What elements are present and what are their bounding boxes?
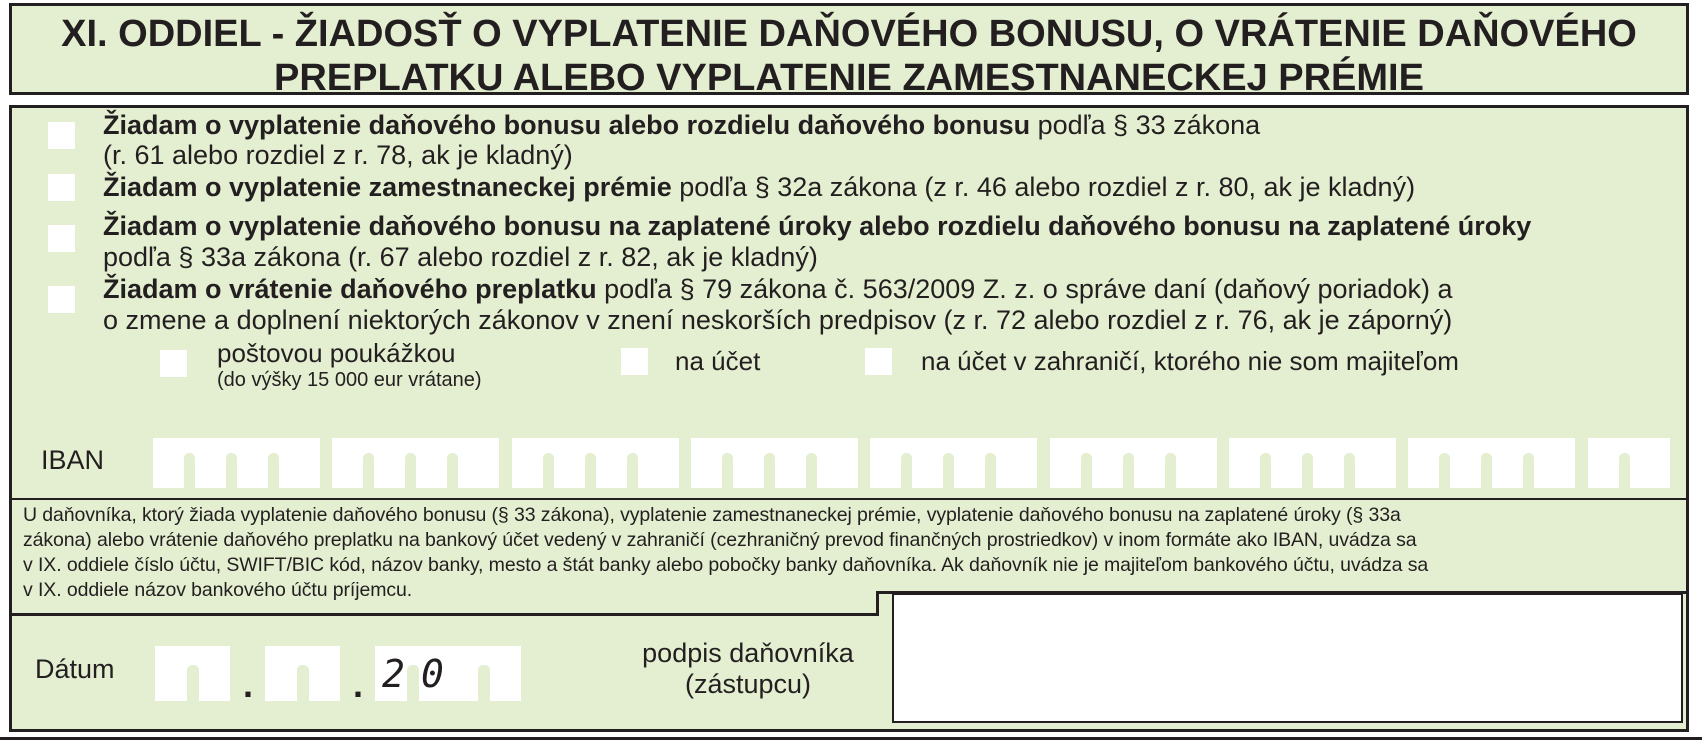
iban-separator (268, 453, 279, 488)
option-overpayment-line2: o zmene a doplnení niektorých zákonov v znení neskorších predpisov (z r. 72 alebo rozdiel z r. 76, ak je záporný) (103, 305, 1453, 335)
iban-separator (1619, 453, 1630, 488)
iban-separator (1481, 453, 1492, 488)
iban-field-group-2[interactable] (332, 438, 499, 488)
date-separator-tick (187, 665, 199, 701)
iban-separator (1165, 453, 1176, 488)
note-line-3: v IX. oddiele číslo účtu, SWIFT/BIC kód, názov banky, mesto a štát banky alebo pobočky banky daňovníka. Ak daňovník nie je majiteľom bankového účtu, uvádza sa (23, 554, 1429, 576)
date-label: Dátum (35, 654, 115, 684)
option-overpayment-text (103, 273, 1453, 305)
date-day-field[interactable] (155, 646, 230, 701)
postal-order-label: poštovou poukážkou (217, 338, 456, 368)
account-checkbox[interactable] (621, 348, 648, 375)
iban-separator (363, 453, 374, 488)
iban-separator (1123, 453, 1134, 488)
section-title-line2: PREPLATKU ALEBO VYPLATENIE ZAMESTNANECKEJ PRÉMIE (274, 57, 1424, 99)
interest-bonus-checkbox[interactable] (48, 225, 75, 252)
iban-separator (1439, 453, 1450, 488)
section-title-line1: XI. ODDIEL - ŽIADOSŤ O VYPLATENIE DAŇOVÉHO BONUSU, O VRÁTENIE DAŇOVÉHO (61, 13, 1637, 55)
overpayment-checkbox[interactable] (48, 286, 75, 313)
iban-separator (1344, 453, 1355, 488)
year-digit: 2 (382, 652, 405, 696)
option-interest-bold: Žiadam o vyplatenie daňového bonusu na zaplatené úroky alebo rozdielu daňového bonusu na zaplatené úroky (103, 211, 1532, 241)
section-header (9, 3, 1689, 99)
date-separator-tick (297, 665, 309, 701)
iban-field-group-3[interactable] (512, 438, 679, 488)
option-premium-rest: podľa § 32a zákona (z r. 46 alebo rozdiel z r. 80, ak je kladný) (671, 172, 1416, 202)
iban-separator (1260, 453, 1271, 488)
option-overpayment-rest: podľa § 79 zákona č. 563/2009 Z. z. o správe daní (daňový poriadok) a (596, 274, 1453, 304)
iban-separator (901, 453, 912, 488)
iban-field-group-9[interactable] (1588, 438, 1670, 488)
postal-order-checkbox[interactable] (160, 350, 187, 377)
form-panel (9, 105, 1689, 732)
iban-separator (405, 453, 416, 488)
iban-field-group-5[interactable] (870, 438, 1037, 488)
iban-separator (543, 453, 554, 488)
bonus-checkbox[interactable] (48, 122, 75, 149)
divider (876, 593, 879, 616)
option-interest-line2: podľa § 33a zákona (r. 67 alebo rozdiel z r. 82, ak je kladný) (103, 242, 818, 272)
year-digit: 0 (421, 652, 444, 696)
option-premium-text (103, 171, 1415, 203)
iban-label: IBAN (41, 445, 105, 475)
note-line-4: v IX. oddiele názov bankového účtu príjemcu. (23, 579, 413, 601)
iban-field-group-4[interactable] (691, 438, 858, 488)
note-line-2: zákona) alebo vrátenie daňového preplatku na bankový účet vedený v zahraničí (cezhraničný prevod finančných prostriedkov) v inom formáte ako IBAN, uvádza sa (23, 529, 1417, 551)
account-label: na účet (675, 346, 761, 376)
date-year-field[interactable] (375, 646, 521, 701)
iban-separator (943, 453, 954, 488)
date-separator-tick (407, 665, 419, 701)
iban-separator (627, 453, 638, 488)
signature-field[interactable] (892, 593, 1683, 723)
date-month-field[interactable] (265, 646, 340, 701)
iban-separator (447, 453, 458, 488)
option-bonus-rest: podľa § 33 zákona (1030, 110, 1261, 140)
iban-separator (1081, 453, 1092, 488)
foreign-account-label: na účet v zahraničí, ktorého nie som majiteľom (921, 346, 1459, 376)
option-overpayment-bold: Žiadam o vrátenie daňového preplatku (103, 274, 597, 304)
iban-separator (226, 453, 237, 488)
note-line-1: U daňovníka, ktorý žiada vyplatenie daňového bonusu (§ 33 zákona), vyplatenie zamestnaneckej prémie, vyplatenie daňového bonusu na zaplatené úroky (§ 33a (23, 504, 1401, 526)
option-bonus-bold: Žiadam o vyplatenie daňového bonusu alebo rozdielu daňového bonusu (103, 110, 1031, 140)
iban-field-group-1[interactable] (153, 438, 320, 488)
iban-separator (585, 453, 596, 488)
postal-order-note: (do výšky 15 000 eur vrátane) (217, 369, 482, 391)
iban-field-group-7[interactable] (1229, 438, 1396, 488)
iban-separator (184, 453, 195, 488)
option-interest-text (103, 210, 1531, 242)
premium-checkbox[interactable] (48, 174, 75, 201)
iban-separator (722, 453, 733, 488)
signature-label-line1: podpis daňovníka (642, 638, 854, 668)
iban-separator (1302, 453, 1313, 488)
page-bottom-rule (0, 737, 1702, 740)
divider (12, 613, 878, 616)
date-dot: . (243, 664, 254, 705)
date-dot: . (353, 664, 364, 705)
iban-field-group-6[interactable] (1050, 438, 1217, 488)
option-bonus-line2: (r. 61 alebo rozdiel z r. 78, ak je kladný) (103, 140, 573, 170)
instructions-note (23, 503, 1683, 603)
date-separator-tick (478, 665, 490, 701)
foreign-account-checkbox[interactable] (865, 348, 892, 375)
divider (12, 498, 1686, 500)
signature-label (618, 638, 878, 700)
iban-separator (985, 453, 996, 488)
option-bonus-text (103, 109, 1260, 141)
signature-label-line2: (zástupcu) (684, 669, 812, 699)
iban-separator (1523, 453, 1534, 488)
iban-field-group-8[interactable] (1408, 438, 1575, 488)
option-premium-bold: Žiadam o vyplatenie zamestnaneckej prémie (103, 172, 672, 202)
iban-separator (764, 453, 775, 488)
iban-separator (806, 453, 817, 488)
